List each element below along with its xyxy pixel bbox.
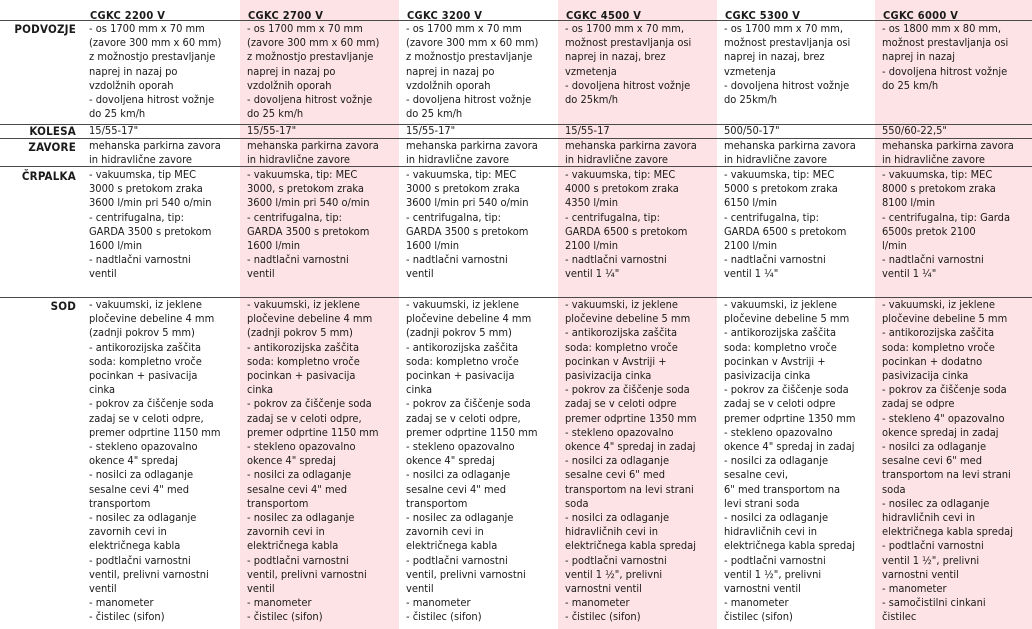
column-header-model: CGKC 2700 V [248, 9, 324, 22]
cell-zavore: mehanska parkirna zavora in hidravlične zavore [565, 139, 697, 167]
cell-crpalka: - vakuumska, tip: MEC 3000 s pretokom zraka 3600 l/min pri 540 o/min - centrifugalna, tip: GARDA 3500 s pretokom 1600 l/min - nadtlačni varnostni ventil [406, 168, 529, 281]
cell-sod: - vakuumski, iz jeklene pločevine debeline 4 mm (zadnji pokrov 5 mm) - antikorozijska zaščita soda: kompletno vroče pocinkan + pasivacija cinka - pokrov za čiščenje soda zadaj se v celoti odpre, premer odprtine 1150 mm - stekleno opazovalno okence 4" spredaj - nosilci za odlaganje sesalne cevi 4" med transportom - nosilec za odlaganje zavornih cevi in električnega kabla - podtlačni varnostni ventil, prelivni varnostni ventil - manometer - čistilec (sifon) [247, 298, 379, 624]
cell-zavore: mehanska parkirna zavora in hidravlične zavore [882, 139, 1014, 167]
cell-zavore: mehanska parkirna zavora in hidravlične zavore [406, 139, 538, 167]
row-label-zavore: ZAVORE [28, 140, 76, 154]
cell-podvozje: - os 1700 mm x 70 mm (zavore 300 mm x 60 mm) z možnostjo prestavljanje naprej in nazaj po vzdolžnih oporah - dovoljena hitrost vožnje do 25 km/h [247, 22, 380, 121]
column-header-model: CGKC 3200 V [407, 9, 483, 22]
cell-sod: - vakuumski, iz jeklene pločevine debeline 4 mm (zadnji pokrov 5 mm) - antikorozijska zaščita soda: kompletno vroče pocinkan + pasivacija cinka - pokrov za čiščenje soda zadaj se v celoti odpre, premer odprtine 1150 mm - stekleno opazovalno okence 4" spredaj - nosilci za odlaganje sesalne cevi 4" med transportom - nosilec za odlaganje zavornih cevi in električnega kabla - podtlačni varnostni ventil, prelivni varnostni ventil - manometer - čistilec (sifon) [406, 298, 538, 624]
cell-kolesa: 15/55-17" [247, 124, 297, 137]
cell-podvozje: - os 1800 mm x 80 mm, možnost prestavljanja osi naprej in nazaj - dovoljena hitrost vožnje do 25 km/h [882, 22, 1009, 92]
cell-sod: - vakuumski, iz jeklene pločevine debeline 5 mm - antikorozijska zaščita soda: kompletno vroče pocinkan v Avstriji + pasivizacija cinka - pokrov za čiščenje soda zadaj se v celoti odpre premer odprtine 1350 mm - stekleno opazovalno okence 4" spredaj in zadaj - nosilci za odlaganje sesalne cevi 6" med transportom na levi strani soda - nosilci za odlaganje hidravličnih cevi in električnega kabla spredaj - podtlačni varnostni ventil 1 ½", prelivni varnostni ventil - manometer - čistilec (sifon) [565, 298, 697, 624]
cell-kolesa: 15/55-17" [89, 124, 139, 137]
cell-crpalka: - vakuumska, tip: MEC 8000 s pretokom zraka 8100 l/min - centrifugalna, tip: Garda 6500s pretok 2100 l/min - nadtlačni varnostni ventil 1 ¼" [882, 168, 1011, 281]
cell-zavore: mehanska parkirna zavora in hidravlične zavore [247, 139, 379, 167]
row-label-podvozje: PODVOZJE [14, 22, 76, 36]
cell-sod: - vakuumski, iz jeklene pločevine debeline 5 mm - antikorozijska zaščita soda: kompletno vroče pocinkan + dodatno pasivizacija cinka - pokrov za čiščenje soda zadaj se odpre - stekleno 4" opazovalno okence spredaj in zadaj - nosilci za odlaganje sesalne cevi 6" med transportom na levi strani soda - nosilec za odlaganje hidravličnih cevi in električnega kabla spredaj - podtlačni varnostni ventil 1 ½", prelivni varnostni ventil - manometer - samočistilni cinkani čistilec [882, 298, 1013, 624]
cell-kolesa: 500/50-17" [724, 124, 780, 137]
cell-podvozje: - os 1700 mm x 70 mm (zavore 300 mm x 60 mm) z možnostjo prestavljanje naprej in nazaj po vzdolžnih oporah - dovoljena hitrost vožnje do 25 km/h [89, 22, 222, 121]
cell-podvozje: - os 1700 mm x 70 mm, možnost prestavljanja osi naprej in nazaj, brez vzmetenja - dovoljena hitrost vožnje do 25km/h [565, 22, 692, 107]
column-header-model: CGKC 2200 V [90, 9, 166, 22]
cell-zavore: mehanska parkirna zavora in hidravlične zavore [89, 139, 221, 167]
column-header-model: CGKC 4500 V [566, 9, 642, 22]
cell-crpalka: - vakuumska, tip: MEC 3000, s pretokom zraka 3600 l/min pri 540 o/min - centrifugalna, tip: GARDA 3500 s pretokom 1600 l/min - nadtlačni varnostni ventil [247, 168, 370, 281]
cell-kolesa: 15/55-17" [406, 124, 456, 137]
row-label-kolesa: KOLESA [29, 124, 76, 138]
column-header-model: CGKC 6000 V [883, 9, 959, 22]
cell-sod: - vakuumski, iz jeklene pločevine debeline 5 mm - antikorozijska zaščita soda: kompletno vroče pocinkan v Avstriji + pasivizacija cinka - pokrov za čiščenje soda zadaj se v celoti odpre premer odprtine 1350 mm - stekleno opazovalno okence 4" spredaj in zadaj - nosilci za odlaganje sesalne cevi, 6" med transportom na levi strani soda - nosilci za odlaganje hidravličnih cevi in električnega kabla spredaj - podtlačni varnostni ventil 1 ½", prelivni varnostni ventil - manometer čistilec (sifon) [724, 298, 856, 624]
column-header-model: CGKC 5300 V [725, 9, 801, 22]
cell-sod: - vakuumski, iz jeklene pločevine debeline 4 mm (zadnji pokrov 5 mm) - antikorozijska zaščita soda: kompletno vroče pocinkan + pasivacija cinka - pokrov za čiščenje soda zadaj se v celoti odpre, premer odprtine 1150 mm - stekleno opazovalno okence 4" spredaj - nosilci za odlaganje sesalne cevi 4" med transportom - nosilec za odlaganje zavornih cevi in električnega kabla - podtlačni varnostni ventil, prelivni varnostni ventil - manometer - čistilec (sifon) [89, 298, 221, 624]
cell-crpalka: - vakuumska, tip: MEC 4000 s pretokom zraka 4350 l/min - centrifugalna, tip: GARDA 6500 s pretokom 2100 l/min - nadtlačni varnostni ventil 1 ¼" [565, 168, 688, 281]
row-label-sod: SOD [50, 299, 76, 313]
row-label-crpalka: ČRPALKA [21, 169, 76, 183]
cell-podvozje: - os 1700 mm x 70 mm (zavore 300 mm x 60 mm) z možnostjo prestavljanje naprej in nazaj po vzdolžnih oporah - dovoljena hitrost vožnje do 25 km/h [406, 22, 539, 121]
cell-zavore: mehanska parkirna zavora in hidravlične zavore [724, 139, 856, 167]
cell-crpalka: - vakuumska, tip: MEC 5000 s pretokom zraka 6150 l/min - centrifugalna, tip: GARDA 6500 s pretokom 2100 l/min - nadtlačni varnostni ventil 1 ¼" [724, 168, 847, 281]
cell-crpalka: - vakuumska, tip MEC 3000 s pretokom zraka 3600 l/min pri 540 o/min - centrifugalna, tip: GARDA 3500 s pretokom 1600 l/min - nadtlačni varnostni ventil [89, 168, 212, 281]
cell-kolesa: 550/60-22,5" [882, 124, 947, 137]
cell-kolesa: 15/55-17 [565, 124, 610, 137]
cell-podvozje: - os 1700 mm x 70 mm, možnost prestavljanja osi naprej in nazaj, brez vzmetenja - dovoljena hitrost vožnje do 25km/h [724, 22, 851, 107]
